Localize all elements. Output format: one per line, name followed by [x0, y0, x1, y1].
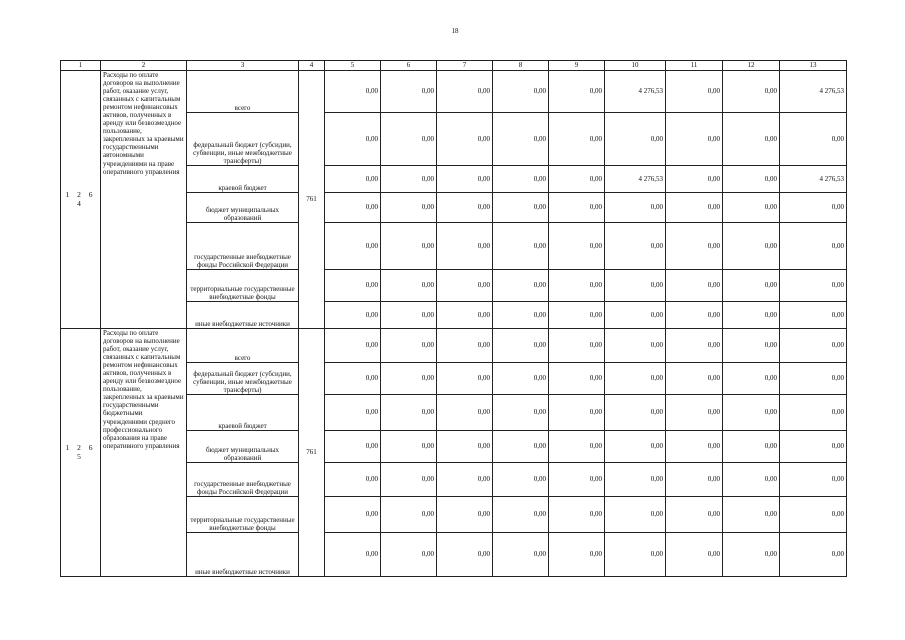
value-cell: 0,00 — [780, 223, 847, 270]
funding-source: государственные внебюджетные фонды Российской Федерации — [187, 223, 299, 270]
value-cell: 0,00 — [437, 363, 493, 395]
value-cell: 0,00 — [780, 395, 847, 431]
col-header: 7 — [437, 61, 493, 71]
funding-source: бюджет муниципальных образований — [187, 193, 299, 223]
value-cell: 0,00 — [437, 302, 493, 329]
value-cell: 0,00 — [381, 395, 437, 431]
row-code: 1 2 6 4 — [61, 71, 101, 329]
value-cell: 0,00 — [723, 497, 780, 533]
value-cell: 0,00 — [605, 497, 666, 533]
value-cell: 0,00 — [437, 71, 493, 113]
grbs-code: 761 — [299, 71, 325, 329]
value-cell: 0,00 — [493, 166, 549, 193]
funding-source: территориальные государственные внебюджетные фонды — [187, 270, 299, 302]
value-cell: 0,00 — [723, 363, 780, 395]
value-cell: 0,00 — [666, 533, 723, 577]
value-cell: 0,00 — [493, 329, 549, 363]
value-cell: 0,00 — [549, 497, 605, 533]
value-cell: 0,00 — [437, 533, 493, 577]
col-header: 1 — [61, 61, 101, 71]
value-cell: 0,00 — [493, 270, 549, 302]
table-row — [61, 329, 847, 363]
col-header: 3 — [187, 61, 299, 71]
value-cell: 0,00 — [381, 193, 437, 223]
value-cell: 0,00 — [325, 193, 381, 223]
value-cell: 0,00 — [605, 363, 666, 395]
value-cell: 0,00 — [549, 363, 605, 395]
value-cell: 0,00 — [780, 302, 847, 329]
value-cell: 0,00 — [723, 166, 780, 193]
value-cell: 0,00 — [723, 329, 780, 363]
value-cell: 0,00 — [437, 329, 493, 363]
funding-source: федеральный бюджет (субсидии, субвенции, иные межбюджетные трансферты) — [187, 113, 299, 166]
value-cell: 0,00 — [780, 363, 847, 395]
value-cell: 0,00 — [493, 193, 549, 223]
row-code: 1 2 6 5 — [61, 329, 101, 577]
value-cell: 0,00 — [437, 270, 493, 302]
col-header: 10 — [605, 61, 666, 71]
col-header: 2 — [101, 61, 187, 71]
grbs-code: 761 — [299, 329, 325, 577]
value-cell: 4 276,53 — [780, 71, 847, 113]
value-cell: 0,00 — [723, 533, 780, 577]
value-cell: 0,00 — [605, 193, 666, 223]
value-cell: 0,00 — [780, 329, 847, 363]
value-cell: 0,00 — [493, 113, 549, 166]
value-cell: 0,00 — [437, 223, 493, 270]
value-cell: 0,00 — [666, 193, 723, 223]
value-cell: 0,00 — [549, 71, 605, 113]
value-cell: 0,00 — [605, 223, 666, 270]
value-cell: 0,00 — [381, 497, 437, 533]
value-cell: 0,00 — [437, 166, 493, 193]
value-cell: 0,00 — [493, 497, 549, 533]
col-header: 9 — [549, 61, 605, 71]
funding-source: всего — [187, 329, 299, 363]
value-cell: 0,00 — [780, 193, 847, 223]
value-cell: 0,00 — [666, 363, 723, 395]
col-header: 11 — [666, 61, 723, 71]
col-header: 5 — [325, 61, 381, 71]
value-cell: 0,00 — [723, 193, 780, 223]
value-cell: 0,00 — [549, 329, 605, 363]
value-cell: 0,00 — [549, 113, 605, 166]
value-cell: 0,00 — [493, 223, 549, 270]
value-cell: 0,00 — [325, 302, 381, 329]
col-header: 12 — [723, 61, 780, 71]
value-cell: 0,00 — [325, 166, 381, 193]
value-cell: 0,00 — [381, 463, 437, 497]
value-cell: 0,00 — [666, 329, 723, 363]
value-cell: 0,00 — [723, 113, 780, 166]
value-cell: 0,00 — [605, 533, 666, 577]
value-cell: 0,00 — [381, 71, 437, 113]
value-cell: 0,00 — [666, 166, 723, 193]
value-cell: 0,00 — [437, 193, 493, 223]
expense-name: Расходы по оплате договоров на выполнение работ, оказание услуг, связанных с капитальным ремонтом нефинансовых активов, полученных в аренду или безвозмездное пользование, закрепленных за краевыми государственными бюджетными учреждениями среднего профессионального образования на праве оперативного управления — [101, 329, 187, 577]
value-cell: 0,00 — [493, 363, 549, 395]
funding-source: территориальные государственные внебюджетные фонды — [187, 497, 299, 533]
value-cell: 0,00 — [549, 533, 605, 577]
value-cell: 0,00 — [723, 302, 780, 329]
value-cell: 0,00 — [381, 533, 437, 577]
value-cell: 0,00 — [780, 431, 847, 463]
value-cell: 0,00 — [437, 113, 493, 166]
value-cell: 0,00 — [381, 223, 437, 270]
value-cell: 0,00 — [325, 113, 381, 166]
value-cell: 0,00 — [723, 463, 780, 497]
value-cell: 0,00 — [381, 363, 437, 395]
value-cell: 0,00 — [780, 270, 847, 302]
value-cell: 0,00 — [549, 395, 605, 431]
budget-table — [60, 60, 847, 577]
value-cell: 0,00 — [605, 395, 666, 431]
value-cell: 0,00 — [381, 270, 437, 302]
value-cell: 0,00 — [666, 270, 723, 302]
funding-source: иные внебюджетные источники — [187, 302, 299, 329]
col-header: 8 — [493, 61, 549, 71]
expense-name: Расходы по оплате договоров на выполнение работ, оказание услуг, связанных с капитальным ремонтом нефинансовых активов, полученных в аренду или безвозмездное пользование, закрепленных за краевыми государственными автономными учреждениями на праве оперативного управления — [101, 71, 187, 329]
value-cell: 0,00 — [493, 302, 549, 329]
value-cell: 0,00 — [780, 113, 847, 166]
col-header: 13 — [780, 61, 847, 71]
value-cell: 0,00 — [381, 113, 437, 166]
table-row — [61, 71, 847, 113]
value-cell: 0,00 — [325, 497, 381, 533]
value-cell: 0,00 — [549, 193, 605, 223]
value-cell: 0,00 — [666, 223, 723, 270]
value-cell: 0,00 — [325, 363, 381, 395]
value-cell: 0,00 — [605, 113, 666, 166]
funding-source: иные внебюджетные источники — [187, 533, 299, 577]
value-cell: 0,00 — [723, 395, 780, 431]
value-cell: 0,00 — [493, 395, 549, 431]
value-cell: 0,00 — [605, 302, 666, 329]
value-cell: 0,00 — [723, 71, 780, 113]
value-cell: 0,00 — [549, 270, 605, 302]
funding-source: краевой бюджет — [187, 395, 299, 431]
value-cell: 0,00 — [605, 270, 666, 302]
value-cell: 0,00 — [381, 329, 437, 363]
value-cell: 0,00 — [666, 71, 723, 113]
value-cell: 0,00 — [437, 497, 493, 533]
value-cell: 0,00 — [493, 431, 549, 463]
value-cell: 0,00 — [325, 463, 381, 497]
value-cell: 0,00 — [666, 431, 723, 463]
value-cell: 0,00 — [723, 223, 780, 270]
value-cell: 0,00 — [666, 463, 723, 497]
value-cell: 0,00 — [325, 270, 381, 302]
value-cell: 0,00 — [381, 302, 437, 329]
value-cell: 0,00 — [723, 270, 780, 302]
value-cell: 0,00 — [605, 329, 666, 363]
value-cell: 0,00 — [325, 223, 381, 270]
value-cell: 0,00 — [325, 431, 381, 463]
col-header: 6 — [381, 61, 437, 71]
value-cell: 0,00 — [381, 166, 437, 193]
value-cell: 0,00 — [325, 395, 381, 431]
value-cell: 0,00 — [325, 533, 381, 577]
value-cell: 0,00 — [381, 431, 437, 463]
value-cell: 0,00 — [437, 395, 493, 431]
funding-source: государственные внебюджетные фонды Российской Федерации — [187, 463, 299, 497]
value-cell: 0,00 — [666, 113, 723, 166]
value-cell: 0,00 — [666, 302, 723, 329]
col-header: 4 — [299, 61, 325, 71]
value-cell: 0,00 — [666, 395, 723, 431]
funding-source: федеральный бюджет (субсидии, субвенции, иные межбюджетные трансферты) — [187, 363, 299, 395]
value-cell: 0,00 — [605, 463, 666, 497]
funding-source: всего — [187, 71, 299, 113]
page-number: 18 — [451, 27, 459, 35]
value-cell: 0,00 — [780, 463, 847, 497]
value-cell: 0,00 — [723, 431, 780, 463]
value-cell: 0,00 — [437, 431, 493, 463]
value-cell: 0,00 — [549, 302, 605, 329]
value-cell: 0,00 — [549, 166, 605, 193]
funding-source: краевой бюджет — [187, 166, 299, 193]
value-cell: 4 276,53 — [780, 166, 847, 193]
value-cell: 4 276,53 — [605, 166, 666, 193]
value-cell: 0,00 — [605, 431, 666, 463]
value-cell: 0,00 — [325, 71, 381, 113]
value-cell: 0,00 — [780, 533, 847, 577]
value-cell: 0,00 — [325, 329, 381, 363]
value-cell: 0,00 — [493, 71, 549, 113]
value-cell: 0,00 — [493, 533, 549, 577]
funding-source: бюджет муниципальных образований — [187, 431, 299, 463]
header-row — [61, 61, 847, 71]
value-cell: 0,00 — [666, 497, 723, 533]
value-cell: 4 276,53 — [605, 71, 666, 113]
value-cell: 0,00 — [549, 223, 605, 270]
value-cell: 0,00 — [549, 431, 605, 463]
value-cell: 0,00 — [780, 497, 847, 533]
value-cell: 0,00 — [549, 463, 605, 497]
value-cell: 0,00 — [437, 463, 493, 497]
value-cell: 0,00 — [493, 463, 549, 497]
